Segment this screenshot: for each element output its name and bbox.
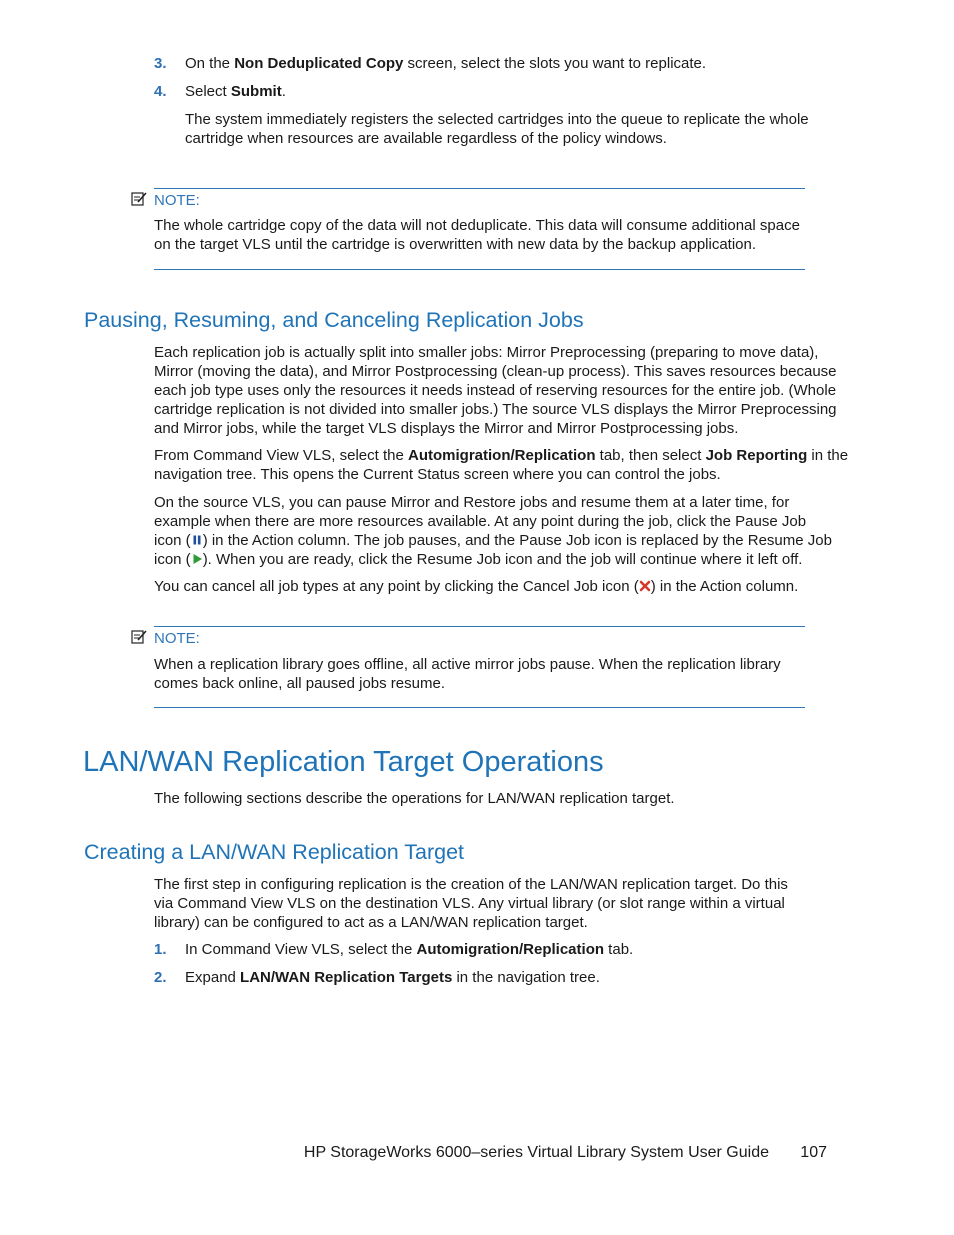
step-text-end: . xyxy=(281,83,286,100)
note-body xyxy=(154,216,800,254)
paragraph-line: Mirror (moving the data), and Mirror Postprocessing (clean-up process). This saves resources because xyxy=(154,363,837,380)
tab-name: Automigration/Replication xyxy=(408,447,596,464)
step-text: In Command View VLS, select the xyxy=(185,941,417,958)
step-text: Select xyxy=(185,83,231,100)
paragraph-line xyxy=(154,446,848,465)
step-text-end: screen, select the slots you want to replicate. xyxy=(403,55,707,72)
paragraph-lanwan-intro: The following sections describe the operations for LAN/WAN replication target. xyxy=(154,790,675,807)
section-heading-pausing: Pausing, Resuming, and Canceling Replication Jobs xyxy=(84,308,584,332)
note-top-rule xyxy=(154,626,805,627)
paragraph-line: library) can be configured to act as a LAN/WAN replication target. xyxy=(154,914,588,931)
paragraph-command-view xyxy=(154,446,848,484)
step-number: 4. xyxy=(154,83,167,100)
paragraph-line: via Command View VLS on the destination VLS. Any virtual library (or slot range within a virtual xyxy=(154,895,785,912)
pause-job-icon xyxy=(191,534,203,546)
paragraph-line: and Mirror jobs, while the target VLS displays the Mirror and Mirror Postprocessing jobs. xyxy=(154,420,739,437)
cancel-job-icon xyxy=(639,580,651,592)
paragraph-line: cartridge replication is not divided into smaller jobs.) The source VLS displays the Mirror Preprocessing xyxy=(154,401,837,418)
note-body xyxy=(154,655,781,693)
note-bottom-rule xyxy=(154,269,805,270)
paragraph-line xyxy=(154,550,832,569)
text-run: ) in the Action column. xyxy=(650,578,799,595)
paragraph-line: navigation tree. This opens the Current Status screen where you can control the jobs. xyxy=(154,466,721,483)
step-text-end: tab. xyxy=(604,941,634,958)
step-bold: LAN/WAN Replication Targets xyxy=(240,969,453,986)
step-bold: Submit xyxy=(230,83,282,100)
section-heading-creating: Creating a LAN/WAN Replication Target xyxy=(84,840,465,864)
note-pencil-icon xyxy=(131,191,147,207)
step-text: Expand xyxy=(185,969,241,986)
text-run: From Command View VLS, select the xyxy=(154,447,408,464)
paragraph-line: Each replication job is actually split into smaller jobs: Mirror Preprocessing (preparing to move data), xyxy=(154,344,819,361)
paragraph-job-split xyxy=(154,343,837,438)
step-bold: Non Deduplicated Copy xyxy=(234,55,404,72)
nav-item-name: Job Reporting xyxy=(705,447,808,464)
paragraph-cancel xyxy=(154,577,798,596)
paragraph-line: On the source VLS, you can pause Mirror and Restore jobs and resume them at a later time, for xyxy=(154,494,790,511)
step-number: 1. xyxy=(154,941,167,958)
paragraph-line: The first step in configuring replication is the creation of the LAN/WAN replication target. Do this xyxy=(154,876,788,893)
step-4-body xyxy=(185,110,809,148)
paragraph-line: each job type uses only the resources it needs instead of reserving resources for the entire job. (Whole xyxy=(154,382,837,399)
step-text: On the xyxy=(185,55,235,72)
note-label: NOTE: xyxy=(154,630,200,647)
text-run: ) in the Action column. The job pauses, and the Pause Job icon is replaced by the Resume Job xyxy=(202,532,832,549)
body-line: cartridge when resources are available regardless of the policy windows. xyxy=(185,130,667,147)
step-3 xyxy=(154,54,854,73)
paragraph-line xyxy=(154,531,832,550)
note-pencil-icon xyxy=(131,629,147,645)
text-run: You can cancel all job types at any point by clicking the Cancel Job icon ( xyxy=(154,578,639,595)
note-bottom-rule xyxy=(154,707,805,708)
paragraph-creating xyxy=(154,875,788,932)
paragraph-line: example when there are more resources available. At any point during the job, click the Pause Job xyxy=(154,513,807,530)
footer-title: HP StorageWorks 6000–series Virtual Library System User Guide xyxy=(303,1144,769,1161)
text-run: icon ( xyxy=(154,532,191,549)
note-line: on the target VLS until the cartridge is overwritten with new data by the backup application. xyxy=(154,236,757,253)
step-number: 2. xyxy=(154,969,167,986)
resume-job-icon xyxy=(191,553,203,565)
text-run: icon ( xyxy=(154,551,191,568)
body-line: The system immediately registers the selected cartridges into the queue to replicate the whole xyxy=(185,111,809,128)
step-text-end: in the navigation tree. xyxy=(452,969,600,986)
section-heading-lanwan: LAN/WAN Replication Target Operations xyxy=(83,746,604,778)
paragraph-pause-resume xyxy=(154,493,832,569)
step-1 xyxy=(154,940,854,959)
text-run: in the xyxy=(807,447,849,464)
note-line: The whole cartridge copy of the data will not deduplicate. This data will consume additional space xyxy=(154,217,800,234)
note-line: comes back online, all paused jobs resume. xyxy=(154,675,445,692)
step-number: 3. xyxy=(154,55,167,72)
step-2 xyxy=(154,968,854,987)
step-4 xyxy=(154,82,854,101)
page-number: 107 xyxy=(800,1144,827,1161)
note-label: NOTE: xyxy=(154,192,200,209)
note-top-rule xyxy=(154,188,805,189)
text-run: tab, then select xyxy=(595,447,706,464)
step-bold: Automigration/Replication xyxy=(416,941,605,958)
text-run: ). When you are ready, click the Resume Job icon and the job will continue where it left off. xyxy=(202,551,803,568)
note-line: When a replication library goes offline, all active mirror jobs pause. When the replication library xyxy=(154,656,781,673)
